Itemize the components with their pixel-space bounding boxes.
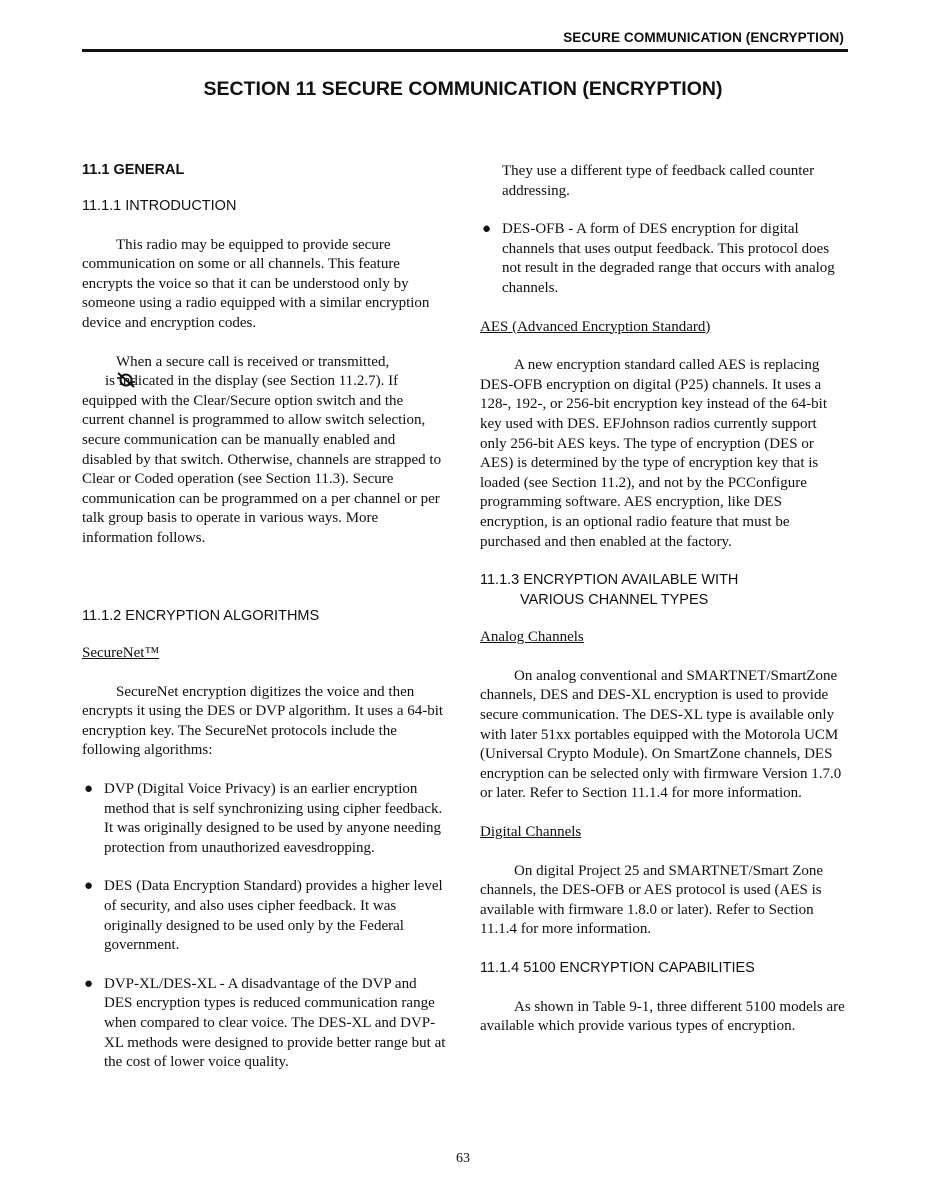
heading-available-line2: VARIOUS CHANNEL TYPES: [520, 591, 709, 608]
heading-introduction: 11.1.1 INTRODUCTION: [82, 198, 237, 214]
header-rule: [82, 49, 848, 52]
heading-general: 11.1 GENERAL: [82, 162, 185, 178]
section-title: SECTION 11 SECURE COMMUNICATION (ENCRYPTION): [203, 78, 723, 100]
bullet-text: DES (Data Encryption Standard) provides a higher level of security, and also uses cipher feedback. It was originally designed to be used only by the Federal government.: [104, 878, 443, 954]
heading-securenet: SecureNet™: [82, 645, 160, 662]
heading-capabilities: 11.1.4 5100 ENCRYPTION CAPABILITIES: [480, 960, 755, 976]
bullet-text: DES-OFB - A form of DES encryption for digital channels that uses output feedback. This protocol does not result in the degraded range that occurs with analog channels.: [502, 221, 835, 296]
left-column: [82, 162, 447, 1073]
heading-aes: AES (Advanced Encryption Standard): [480, 318, 711, 335]
bullet-text: DVP-XL/DES-XL - A disadvantage of the DVP and DES encryption types is reduced communication range when compared to clear voice. The DES-XL and DVP-XL methods were designed to provide better range but at the cost of lower voice quality.: [104, 975, 446, 1071]
bullet-marker: ●: [84, 975, 94, 992]
bullet-marker: ●: [84, 781, 94, 798]
paragraph-securenet: SecureNet encryption digitizes the voice and then encrypts it using the DES or DVP algorithm. It uses a 64-bit encryption key. The SecureNet protocols include the following algorithms:: [82, 683, 444, 759]
heading-digital-channels: Digital Channels: [480, 824, 582, 841]
bullet-des-ofb: [480, 220, 845, 298]
bullet-dvp: [82, 780, 447, 858]
running-header: SECURE COMMUNICATION (ENCRYPTION): [563, 30, 844, 45]
bullet-marker: ●: [84, 878, 94, 895]
paragraph-aes: A new encryption standard called AES is replacing DES-OFB encryption on digital (P25) channels. It uses a 128-, 192-, or 256-bit encryption key instead of the 64-bit key used with DES. EFJohnson radios currently support only 256-bit AES keys. The type of encryption (DES or AES) is determined by the type of encryption key that is loaded (see Section 11.2), and not by the PCConfigure programming software. AES encryption, like DES encryption, is an optional radio feature that must be purchased and then enabled at the factory.: [480, 357, 828, 550]
paragraph-capabilities: As shown in Table 9-1, three different 5100 models are available which provide various types of encryption.: [480, 998, 845, 1035]
paragraph-analog: On analog conventional and SMARTNET/SmartZone channels, DES and DES-XL encryption is used to provide secure communication. The DES-XL type is available only with later 51xx portables equipped with the Motorola UCM (Universal Crypto Module). On SmartZone channels, DES encryption can be selected only with firmware Version 1.7.0 or later. Refer to Section 11.1.4 for more information.: [480, 667, 842, 802]
paragraph-counter-addressing: They use a different type of feedback called counter addressing.: [502, 163, 815, 199]
bullet-des: [82, 877, 447, 955]
paragraph-digital: On digital Project 25 and SMARTNET/Smart Zone channels, the DES-OFB or AES protocol is used (AES is available with firmware 1.8.0 or later). Refer to Section 11.1.4 for more information.: [480, 862, 824, 938]
encryption-icon: [82, 372, 102, 388]
right-column: [480, 162, 845, 1037]
paragraph-secure-call: [82, 353, 447, 549]
secure-call-rest: is indicated in the display (see Section 11.2.7). If equipped with the Clear/Secure option switch and the current channel is programmed to allow switch selection, secure communication can be manually enabled and disabled by that switch. Otherwise, channels are strapped to Clear or Coded operation (see Section 11.3). Secure communication can be programmed on a per channel or per talk group basis to operate in various ways. More information follows.: [82, 373, 442, 546]
heading-analog-channels: Analog Channels: [480, 629, 584, 646]
secure-call-lead: When a secure call is received or transmitted,: [116, 353, 390, 370]
bullet-xl: [82, 975, 447, 1073]
heading-algorithms: 11.1.2 ENCRYPTION ALGORITHMS: [82, 607, 320, 624]
page-number: 63: [456, 1151, 470, 1166]
bullet-marker: ●: [482, 221, 492, 238]
paragraph-introduction: This radio may be equipped to provide secure communication on some or all channels. This feature encrypts the voice so that it can be understood only by someone using a radio equipped with a similar encryption device and encryption codes.: [82, 236, 430, 331]
heading-available-line1: 11.1.3 ENCRYPTION AVAILABLE WITH: [480, 572, 739, 589]
bullet-text: DVP (Digital Voice Privacy) is an earlier encryption method that is self synchronizing using cipher feedback. It was originally designed to be used by anyone needing protection from unauthorized eavesdropping.: [104, 781, 443, 856]
